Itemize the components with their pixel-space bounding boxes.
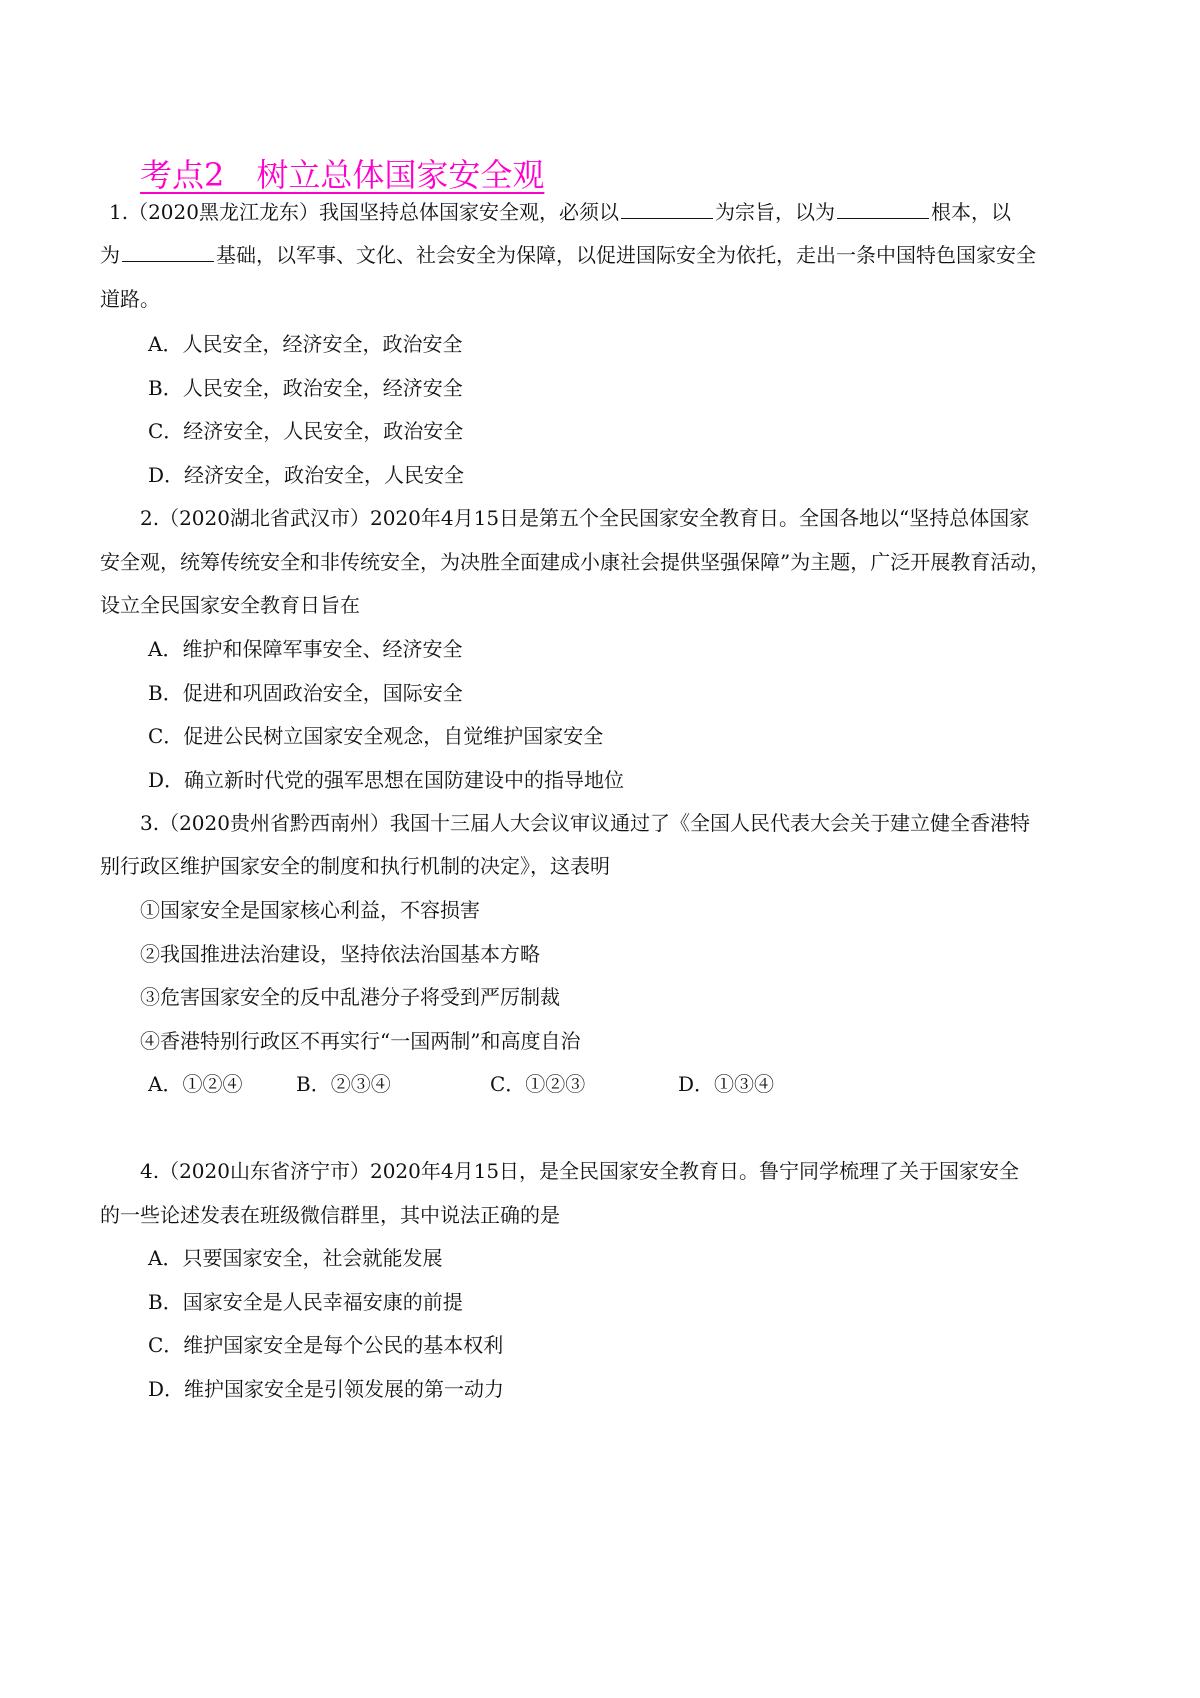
q1-option-a: A．人民安全，经济安全，政治安全 [148,332,463,356]
q3-option-d: D．①③④ [678,1072,775,1096]
q2-stem-line-3: 设立全民国家安全教育日旨在 [100,593,360,617]
question-1-stem-line-2 [100,241,1036,269]
q2-stem-line-2: 安全观，统筹传统安全和非传统安全，为决胜全面建成小康社会提供坚强保障”为主题，广泛开展教育活动， [100,550,1051,574]
answer-blank [837,200,929,219]
q3-stem-line-2: 别行政区维护国家安全的制度和执行机制的决定》，这表明 [100,854,610,878]
q4-option-b: B．国家安全是人民幸福安康的前提 [148,1290,463,1314]
q1-option-c: C．经济安全，人民安全，政治安全 [148,419,464,443]
section-title: 考点2 树立总体国家安全观 [140,156,545,194]
q3-statement-2: ②我国推进法治建设，坚持依法治国基本方略 [140,942,540,966]
q2-option-b: B．促进和巩固政治安全，国际安全 [148,681,463,705]
answer-blank [621,200,713,219]
q3-stem-line-1: 3.（2020贵州省黔西南州）我国十三届人大会议审议通过了《全国人民代表大会关于建立健全香港特 [140,811,1030,835]
q1-text-1: 1.（2020黑龙江龙东）我国坚持总体国家安全观，必须以 [109,200,619,224]
q2-option-a: A．维护和保障军事安全、经济安全 [148,637,463,661]
q3-option-b: B．②③④ [296,1072,391,1096]
q4-stem-line-2: 的一些论述发表在班级微信群里，其中说法正确的是 [100,1203,560,1227]
q4-option-c: C．维护国家安全是每个公民的基本权利 [148,1333,504,1357]
q3-option-a: A．①②④ [148,1072,243,1096]
q3-statement-1: ①国家安全是国家核心利益，不容损害 [140,898,480,922]
answer-blank [122,243,214,262]
q3-option-c: C．①②③ [490,1072,586,1096]
q4-stem-line-1: 4.（2020山东省济宁市）2020年4月15日，是全民国家安全教育日。鲁宁同学梳理了关于国家安全 [140,1159,1020,1183]
q4-option-a: A．只要国家安全，社会就能发展 [148,1246,443,1270]
q1-text-5: 基础，以军事、文化、社会安全为保障，以促进国际安全为依托，走出一条中国特色国家安全 [216,243,1036,267]
q2-option-d: D．确立新时代党的强军思想在国防建设中的指导地位 [148,768,625,792]
q1-text-2: 为宗旨，以为 [714,200,835,224]
q1-text-4: 为 [100,243,120,267]
q2-stem-line-1: 2.（2020湖北省武汉市）2020年4月15日是第五个全民国家安全教育日。全国各地以“坚持总体国家 [140,506,1030,530]
question-1-stem [109,198,1099,226]
q1-option-d: D．经济安全，政治安全，人民安全 [148,463,465,487]
q3-statement-3: ③危害国家安全的反中乱港分子将受到严厉制裁 [140,985,560,1009]
q1-option-b: B．人民安全，政治安全，经济安全 [148,376,463,400]
q3-statement-4: ④香港特别行政区不再实行“一国两制”和高度自治 [140,1029,581,1053]
q1-text-3: 根本，以 [930,200,1011,224]
q4-option-d: D．维护国家安全是引领发展的第一动力 [148,1377,505,1401]
q1-text-6: 道路。 [100,287,160,311]
q2-option-c: C．促进公民树立国家安全观念，自觉维护国家安全 [148,724,604,748]
